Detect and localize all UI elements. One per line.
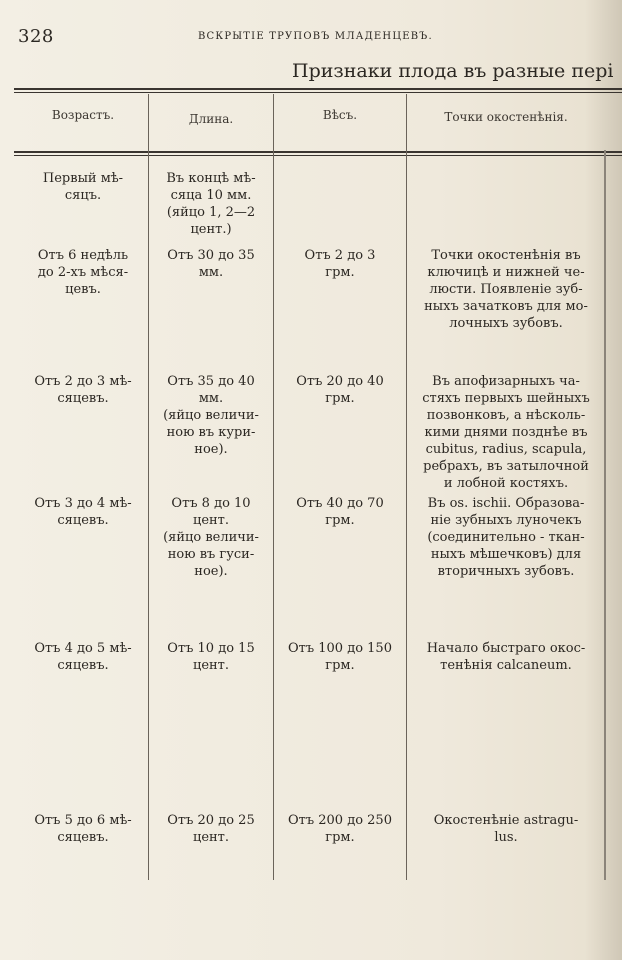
- cell-line: ное).: [194, 442, 228, 457]
- cell-line: сяцевъ.: [57, 658, 109, 673]
- column-divider: [273, 94, 274, 880]
- age-cell: [20, 170, 146, 204]
- cell-line: ною въ кури-: [166, 425, 256, 440]
- age-cell: [20, 495, 146, 529]
- length-cell: [152, 495, 270, 580]
- length-cell: [152, 373, 270, 458]
- cell-line: вторичныхъ зубовъ.: [437, 564, 575, 579]
- cell-line: Отъ 2 до 3: [304, 248, 376, 263]
- cell-line: грм.: [325, 658, 355, 673]
- header-bottom-rule-thin: [14, 155, 622, 156]
- weight-cell: [276, 812, 404, 846]
- header-bottom-rule: [14, 151, 622, 153]
- ossification-cell: [410, 373, 602, 492]
- cell-line: позвонковъ, а нѣсколь-: [426, 408, 586, 423]
- cell-line: Отъ 20 до 40: [296, 374, 384, 389]
- cell-line: Отъ 6 недѣль: [37, 248, 129, 263]
- cell-line: сяцъ.: [64, 188, 102, 203]
- cell-line: ребрахъ, въ затылочной: [423, 459, 589, 474]
- header-ossification: Точки окостенѣнія.: [444, 110, 568, 124]
- cell-line: грм.: [325, 513, 355, 528]
- running-head: ВСКРЫТІЕ ТРУПОВЪ МЛАДЕНЦЕВЪ.: [198, 31, 433, 42]
- cell-line: грм.: [325, 830, 355, 845]
- cell-line: (соединительно - ткан-: [427, 530, 585, 545]
- cell-line: (яйцо величи-: [163, 408, 259, 423]
- cell-line: и лобной костяхъ.: [443, 476, 569, 491]
- ossification-cell: [410, 640, 602, 674]
- cell-line: ною въ гуси-: [167, 547, 255, 562]
- cell-line: сяцевъ.: [57, 391, 109, 406]
- cell-line: ніе зубныхъ луночекъ: [430, 513, 582, 528]
- cell-line: тенѣнія calcaneum.: [440, 658, 572, 673]
- length-cell: [152, 170, 270, 238]
- cell-line: Точки окостенѣнія въ: [431, 248, 581, 263]
- table-top-rule-thin: [14, 92, 622, 93]
- table-top-rule: [14, 88, 622, 90]
- cell-line: Отъ 200 до 250: [288, 813, 392, 828]
- cell-line: Отъ 20 до 25: [167, 813, 255, 828]
- age-cell: [20, 640, 146, 674]
- cell-line: Начало быстраго окос-: [426, 641, 586, 656]
- age-cell: [20, 812, 146, 846]
- cell-line: Отъ 5 до 6 мѣ-: [34, 813, 132, 828]
- cell-line: цент.): [190, 222, 232, 237]
- column-divider: [406, 94, 407, 880]
- cell-line: кими днями позднѣе въ: [424, 425, 588, 440]
- cell-line: мм.: [198, 265, 224, 280]
- cell-line: ныхъ мѣшечковъ) для: [430, 547, 582, 562]
- ossification-cell: [410, 247, 602, 332]
- cell-line: до 2-хъ мѣся-: [37, 265, 129, 280]
- page-edge: [604, 150, 606, 880]
- cell-line: cubitus, radius, scapula,: [425, 442, 587, 457]
- weight-cell: [276, 247, 404, 281]
- cell-line: Первый мѣ-: [42, 171, 124, 186]
- weight-cell: [276, 640, 404, 674]
- cell-line: (яйцо величи-: [163, 530, 259, 545]
- length-cell: [152, 640, 270, 674]
- table-title: Признаки плода въ разные пері: [292, 60, 614, 82]
- length-cell: [152, 812, 270, 846]
- cell-line: Отъ 3 до 4 мѣ-: [34, 496, 132, 511]
- cell-line: цевъ.: [65, 282, 101, 297]
- cell-line: lus.: [494, 830, 518, 845]
- age-cell: [20, 373, 146, 407]
- cell-line: ныхъ зачатковъ для мо-: [424, 299, 588, 314]
- weight-cell: [276, 495, 404, 529]
- cell-line: люсти. Появленіе зуб-: [429, 282, 583, 297]
- cell-line: Въ концѣ мѣ-: [166, 171, 256, 186]
- ossification-cell: [410, 812, 602, 846]
- cell-line: сяца 10 мм.: [170, 188, 252, 203]
- cell-line: Отъ 40 до 70: [296, 496, 384, 511]
- cell-line: Отъ 30 до 35: [167, 248, 255, 263]
- length-cell: [152, 247, 270, 281]
- cell-line: Отъ 35 до 40: [167, 374, 255, 389]
- cell-line: Въ апофизарныхъ ча-: [432, 374, 580, 389]
- cell-line: ное).: [194, 564, 228, 579]
- column-divider: [148, 94, 149, 880]
- cell-line: Въ os. ischii. Образова-: [427, 496, 585, 511]
- weight-cell: [276, 373, 404, 407]
- cell-line: сяцевъ.: [57, 513, 109, 528]
- header-age: Возрастъ.: [51, 108, 115, 122]
- cell-line: грм.: [325, 391, 355, 406]
- cell-line: цент.: [192, 513, 230, 528]
- cell-line: Отъ 8 до 10: [171, 496, 251, 511]
- cell-line: Отъ 100 до 150: [288, 641, 392, 656]
- ossification-cell: [410, 495, 602, 580]
- cell-line: мм.: [198, 391, 224, 406]
- cell-line: ключицѣ и нижней че-: [427, 265, 585, 280]
- cell-line: Окостенѣніе astragu-: [433, 813, 579, 828]
- cell-line: цент.: [192, 830, 230, 845]
- cell-line: Отъ 2 до 3 мѣ-: [34, 374, 132, 389]
- cell-line: цент.: [192, 658, 230, 673]
- cell-line: сяцевъ.: [57, 830, 109, 845]
- cell-line: Отъ 10 до 15: [167, 641, 255, 656]
- cell-line: грм.: [325, 265, 355, 280]
- cell-line: лочныхъ зубовъ.: [449, 316, 563, 331]
- header-weight: Вѣсъ.: [322, 108, 358, 122]
- cell-line: Отъ 4 до 5 мѣ-: [34, 641, 132, 656]
- header-length: Длина.: [188, 112, 234, 126]
- age-cell: [20, 247, 146, 298]
- cell-line: стяхъ первыхъ шейныхъ: [422, 391, 590, 406]
- page-number: 328: [18, 26, 54, 47]
- cell-line: (яйцо 1, 2—2: [166, 205, 256, 220]
